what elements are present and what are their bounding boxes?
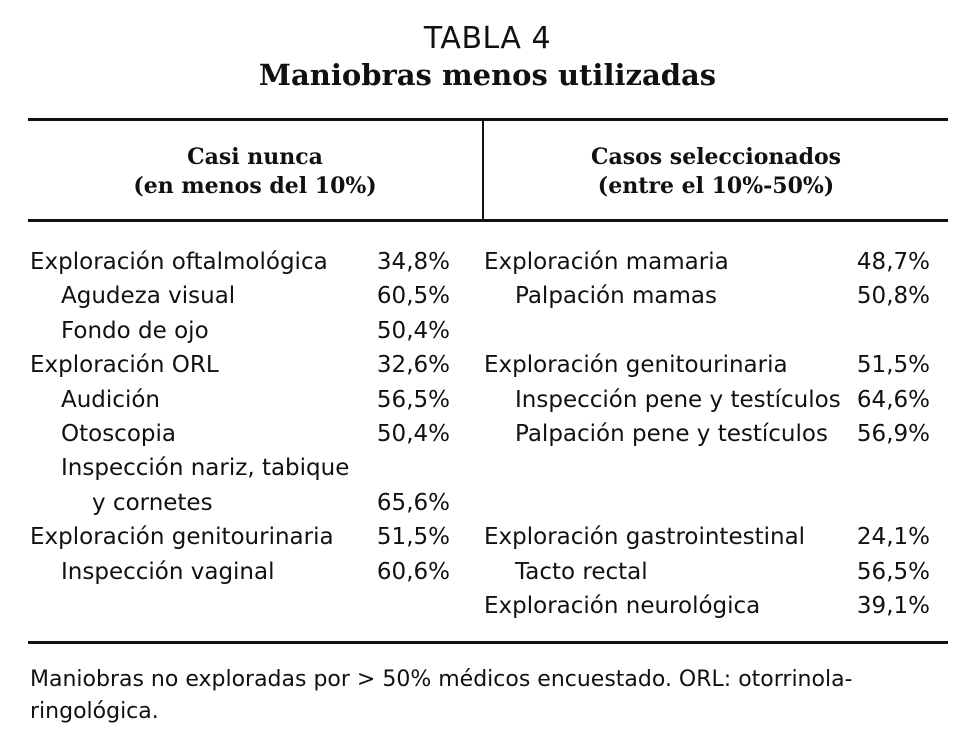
row-value: 51,5% (376, 524, 450, 551)
table-row (30, 486, 450, 520)
table-row (30, 520, 450, 554)
row-label: Exploración oftalmológica (30, 249, 328, 275)
table-number: TABLA 4 (423, 21, 552, 56)
table-title: Maniobras menos utilizadas (258, 58, 717, 92)
row-label: Exploración ORL (30, 352, 219, 379)
header-rule (28, 219, 948, 222)
table-row (30, 314, 450, 348)
table-row (484, 314, 930, 348)
table-row (484, 383, 930, 417)
column-header-left-line1: Casi nunca (187, 144, 323, 170)
row-label: Agudeza visual (61, 283, 236, 310)
table-row (30, 417, 450, 451)
table-row (484, 417, 930, 451)
row-label: y cornetes (92, 489, 213, 516)
row-label: Otoscopia (61, 420, 176, 447)
row-value: 32,6% (376, 352, 450, 379)
row-label: Inspección pene y testículos (515, 386, 841, 413)
column-header-left-line2: (en menos del 10%) (133, 173, 377, 199)
table-title-block (0, 20, 975, 92)
column-header-right (484, 143, 948, 201)
row-label: Inspección nariz, tabique (61, 455, 350, 482)
column-header-left (28, 143, 482, 201)
table-row (30, 555, 450, 589)
row-value: 39,1% (856, 592, 930, 619)
row-label: Fondo de ojo (61, 317, 209, 344)
row-value: 24,1% (856, 524, 930, 551)
row-label: Palpación mamas (515, 283, 717, 310)
column-header-right-line2: (entre el 10%-50%) (597, 173, 835, 199)
table-row (484, 555, 930, 589)
row-value: 50,8% (856, 283, 930, 310)
row-value: 48,7% (856, 249, 930, 275)
row-label: Exploración neurológica (484, 592, 761, 619)
table-row (484, 451, 930, 485)
row-value: 56,5% (856, 558, 930, 585)
bottom-rule (28, 641, 948, 644)
table-row (484, 589, 930, 623)
row-value: 50,4% (376, 317, 450, 344)
row-value: 50,4% (376, 420, 450, 447)
row-value: 65,6% (376, 489, 450, 516)
top-rule (28, 118, 948, 121)
table-row (484, 520, 930, 554)
row-label: Tacto rectal (515, 558, 648, 585)
right-column-rows (484, 245, 930, 623)
row-label: Palpación pene y testículos (515, 420, 828, 447)
row-value: 56,5% (376, 386, 450, 413)
table-row (30, 348, 450, 382)
row-value: 64,6% (856, 386, 930, 413)
row-label: Exploración genitourinaria (30, 524, 334, 551)
table-row (30, 279, 450, 313)
row-label: Exploración genitourinaria (484, 352, 788, 379)
row-label: Exploración mamaria (484, 249, 729, 275)
table-row (484, 245, 930, 279)
row-value: 56,9% (856, 420, 930, 447)
row-value: 34,8% (376, 249, 450, 275)
table-row (484, 486, 930, 520)
row-value: 60,6% (376, 558, 450, 585)
table-footnote: Maniobras no exploradas por > 50% médicos encuestado. ORL: otorrinola-ringológica. (30, 667, 853, 724)
row-label: Audición (61, 386, 160, 413)
table-row (484, 348, 930, 382)
row-value: 51,5% (856, 352, 930, 379)
row-label: Exploración gastrointestinal (484, 524, 806, 551)
left-column-rows (30, 245, 450, 589)
table-row (30, 451, 450, 485)
table-row (30, 245, 450, 279)
row-value: 60,5% (376, 283, 450, 310)
table-row (30, 383, 450, 417)
table-row (484, 279, 930, 313)
column-header-right-line1: Casos seleccionados (590, 144, 842, 170)
row-label: Inspección vaginal (61, 558, 275, 585)
